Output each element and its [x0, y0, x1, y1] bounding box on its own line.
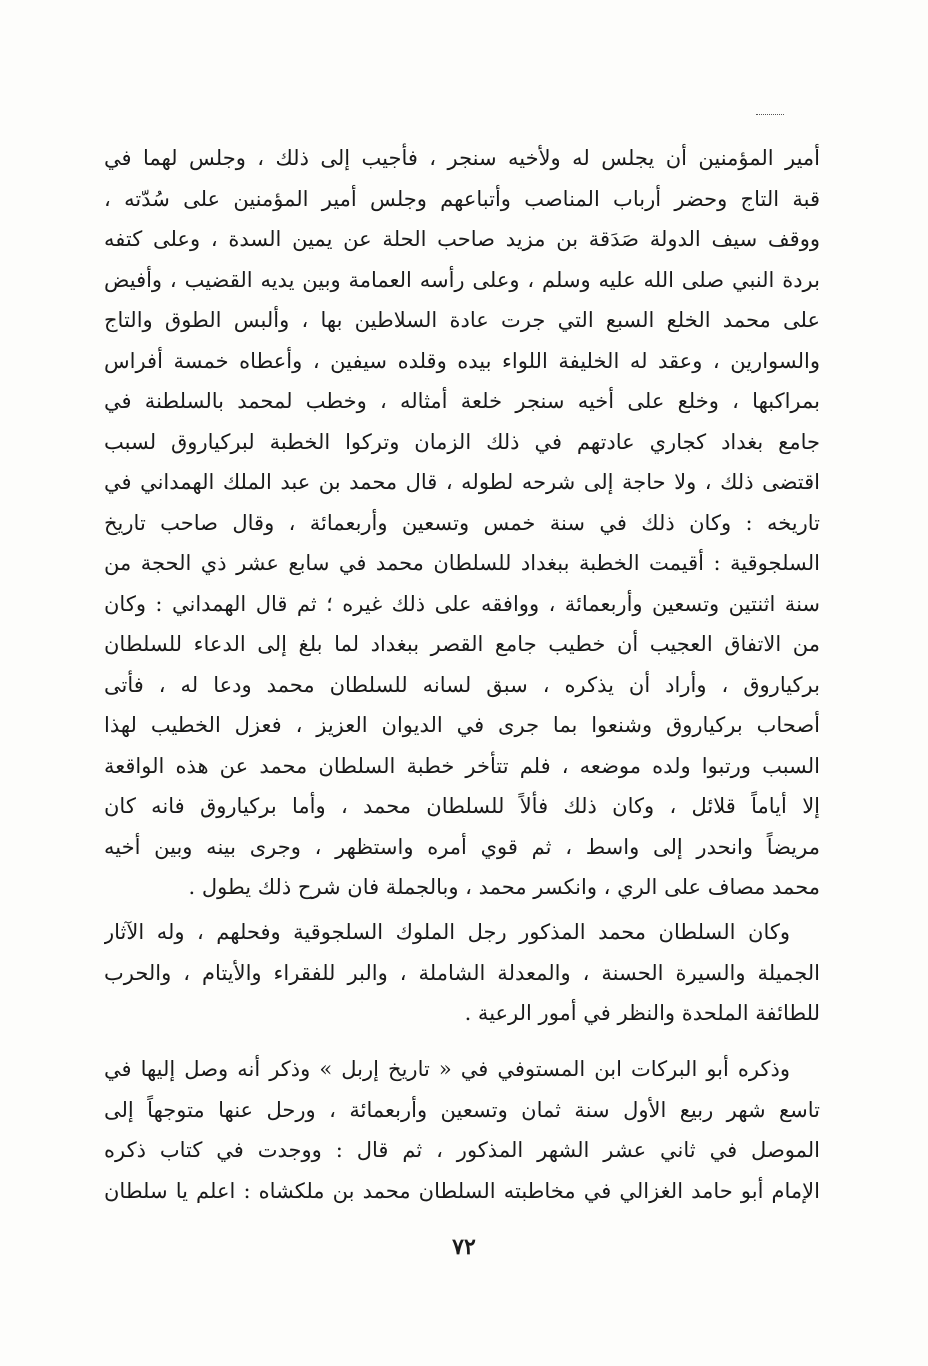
text-line: قبة التاج وحضر أرباب المناصب وأتباعهم وجلس أمير المؤمنين على سُدّته ،: [104, 186, 820, 211]
text-line: بردة النبي صلى الله عليه وسلم ، وعلى رأسه العمامة وبين يديه القضيب ، وأفيض: [104, 267, 820, 292]
text-line: تاسع شهر ربيع الأول سنة ثمان وتسعين وأربعمائة ، ورحل عنها متوجهاً إلى: [104, 1097, 820, 1122]
text-line: الجميلة والسيرة الحسنة ، والمعدلة الشاملة ، والبر للفقراء والأيتام ، والحرب: [104, 960, 820, 985]
text-line: اقتضى ذلك ، ولا حاجة إلى شرحه لطوله ، قال محمد بن عبد الملك الهمداني في: [104, 470, 820, 494]
text-line: والسوارين ، وعقد له الخليفة اللواء بيده وقلده سيفين ، وأعطاه خمسة أفراس: [104, 348, 820, 373]
text-line: وذكره أبو البركات ابن المستوفي في « تاريخ إربل » وذكر أنه وصل إليها في: [104, 1057, 790, 1081]
text-line: مريضاً وانحدر إلى واسط ، ثم قوي أمره واستظهر ، وجرى بينه وبين أخيه: [104, 834, 820, 859]
paragraph-2: [104, 912, 820, 1034]
text-line: أمير المؤمنين أن يجلس له ولأخيه سنجر ، فأجيب إلى ذلك ، وجلس لهما في: [104, 146, 820, 170]
text-line: الإمام أبو حامد الغزالي في مخاطبته السلطان محمد بن ملكشاه : اعلم يا سلطان: [104, 1178, 820, 1203]
text-line: أصحاب بركياروق وشنعوا بما جرى في الديوان العزيز ، فعزل الخطيب لهذا: [104, 713, 820, 737]
scan-mark: [756, 114, 784, 117]
text-line: من الاتفاق العجيب أن خطيب جامع القصر ببغداد لما بلغ إلى الدعاء للسلطان: [104, 632, 820, 656]
text-line: على محمد الخلع السبع التي جرت عادة السلاطين بها ، وألبس الطوق والتاج: [104, 308, 820, 332]
text-line: بمراكبها ، وخلع على أخيه سنجر خلعة أمثاله ، وخطب لمحمد بالسلطنة في: [104, 389, 820, 413]
paragraph-3: [104, 1049, 820, 1211]
text-line: محمد مصاف على الري ، وانكسر محمد ، وبالجملة فان شرح ذلك يطول .: [188, 875, 820, 899]
text-line: سنة اثنتين وتسعين وأربعمائة ، ووافقه على ذلك غيره ؛ ثم قال الهمداني : وكان: [104, 591, 820, 616]
text-line: السلجوقية : أقيمت الخطبة ببغداد للسلطان محمد في سابع عشر ذي الحجة من: [104, 551, 820, 575]
text-line: جامع بغداد كجاري عادتهم في ذلك الزمان وتركوا الخطبة لبركياروق لسبب: [104, 429, 820, 454]
text-line: السبب ورتبوا ولده موضعه ، فلم تتأخر خطبة السلطان محمد عن هذه الواقعة: [104, 753, 820, 778]
text-line: بركياروق ، وأراد أن يذكره ، سبق لسانه للسلطان محمد ودعا له ، فأتى: [104, 672, 820, 697]
text-line: للطائفة الملحدة والنظر في أمور الرعية .: [464, 1001, 820, 1025]
text-line: ووقف سيف الدولة صَدَقة بن مزيد صاحب الحلة عن يمين السدة ، وعلى كتفه: [104, 227, 820, 251]
paragraph-1: [104, 138, 820, 908]
text-line: إلا أياماً قلائل ، وكان ذلك فألاً للسلطان محمد ، وأما بركياروق فانه كان: [104, 794, 820, 818]
page-number: ٧٢: [452, 1234, 476, 1260]
text-line: تاريخه : وكان ذلك في سنة خمس وتسعين وأربعمائة ، وقال صاحب تاريخ: [104, 510, 820, 535]
text-line: الموصل في ثاني عشر الشهر المذكور ، ثم قال : ووجدت في كتاب ذكره: [104, 1138, 820, 1162]
text-line: وكان السلطان محمد المذكور رجل الملوك السلجوقية وفحلهم ، وله الآثار: [104, 920, 790, 944]
